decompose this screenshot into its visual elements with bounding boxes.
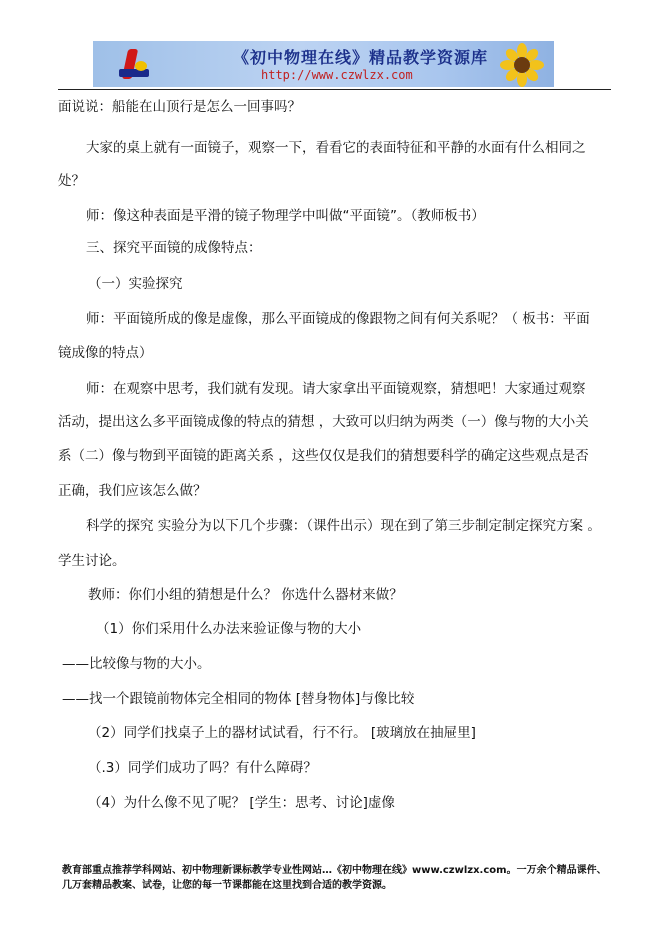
- text-line: ——找一个跟镜前物体完全相同的物体 [替身物体]与像比较: [62, 691, 415, 707]
- text-line: （一）实验探究: [88, 276, 183, 292]
- sunflower-icon: [492, 43, 552, 87]
- text-line: 正确，我们应该怎么做？: [58, 483, 207, 499]
- text-line: 教师：你们小组的猜想是什么？ 你选什么器材来做？: [88, 587, 403, 603]
- footer-line: 几万套精品教案、试卷，让您的每一节课都能在这里找到合适的教学资源。: [62, 880, 392, 891]
- text-line: 学生讨论。: [58, 553, 126, 569]
- text-line: ——比较像与物的大小。: [62, 656, 211, 672]
- text-line: 科学的探究 实验分为以下几个步骤：（课件出示）现在到了第三步制定制定探究方案 。: [86, 518, 601, 534]
- text-line: （.3）同学们成功了吗？有什么障碍？: [88, 760, 317, 776]
- text-line: 大家的桌上就有一面镜子，观察一下，看看它的表面特征和平静的水面有什么相同之: [86, 140, 586, 156]
- banner-url: http://www.czwlzx.com: [261, 68, 413, 82]
- text-line: 三、探究平面镜的成像特点：: [86, 240, 262, 256]
- footer-line: 教育部重点推荐学科网站、初中物理新课标教学专业性网站…《初中物理在线》www.czwlzx.com。一万余个精品课件、: [62, 865, 607, 876]
- text-line: （4）为什么像不见了呢？ [学生：思考、讨论]虚像: [88, 795, 395, 811]
- header-rule: [58, 89, 611, 90]
- text-line: 镜成像的特点）: [58, 345, 153, 361]
- text-line: 活动，提出这么多平面镜成像的特点的猜想 ，大致可以归纳为两类（一）像与物的大小关: [58, 414, 589, 430]
- banner-title: 《初中物理在线》精品教学资源库: [233, 48, 489, 67]
- site-logo: [115, 47, 155, 83]
- text-line: 系（二）像与物到平面镜的距离关系 ，这些仅仅是我们的猜想要科学的确定这些观点是否: [58, 448, 589, 464]
- text-line: 处？: [58, 173, 85, 189]
- text-line: 师：像这种表面是平滑的镜子物理学中叫做“平面镜”。（教师板书）: [86, 208, 485, 224]
- text-line: （2）同学们找桌子上的器材试试看，行不行。 [玻璃放在抽屉里]: [88, 725, 476, 741]
- text-line: 师：平面镜所成的像是虚像，那么平面镜成的像跟物之间有何关系呢？（ 板书：平面: [86, 311, 590, 327]
- footer-note: [62, 863, 607, 893]
- text-line: （1）你们采用什么办法来验证像与物的大小: [96, 621, 362, 637]
- text-line: 面说说：船能在山顶行是怎么一回事吗？: [58, 99, 301, 115]
- text-line: 师：在观察中思考，我们就有发现。请大家拿出平面镜观察，猜想吧！大家通过观察: [86, 381, 586, 397]
- header-banner: [93, 41, 554, 87]
